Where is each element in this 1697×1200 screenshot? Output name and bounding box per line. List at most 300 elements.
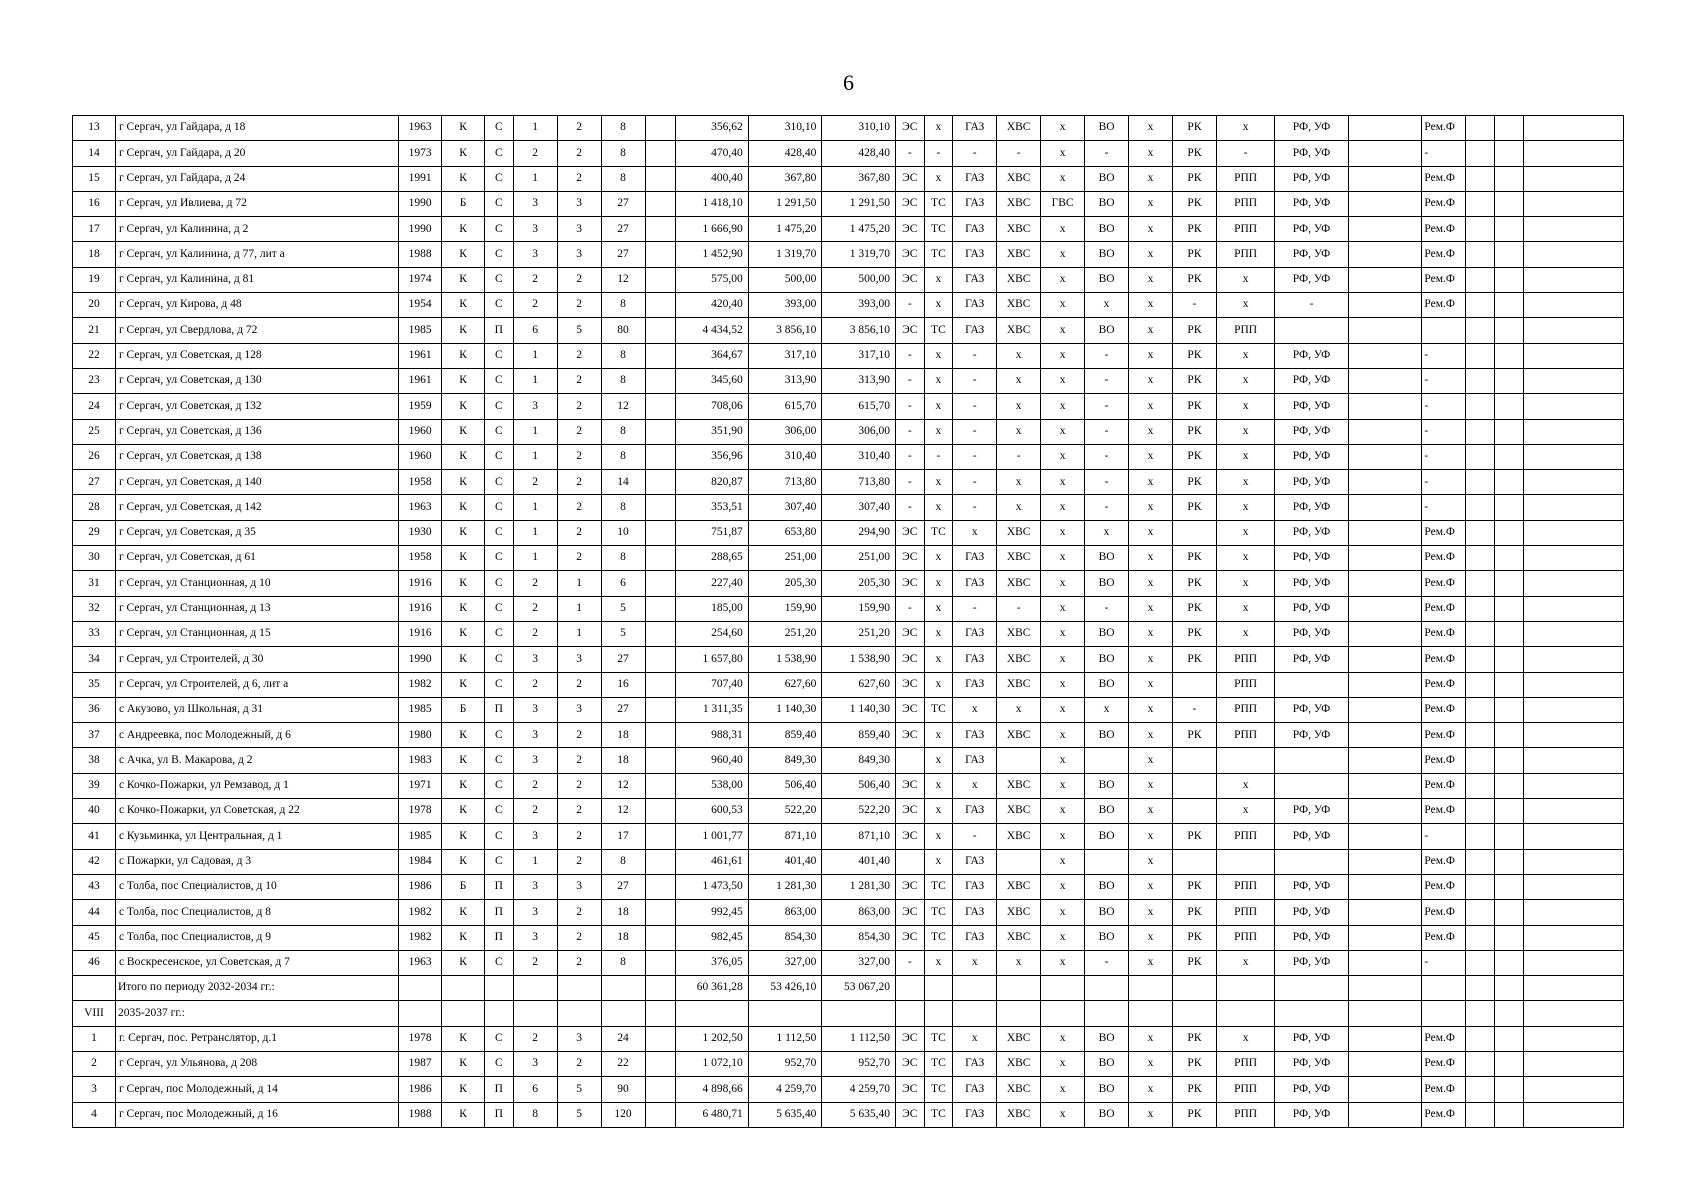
table-cell: г Сергач, пос Молодежный, д 16 <box>115 1102 398 1127</box>
table-cell: 2 <box>557 470 601 495</box>
table-row <box>73 368 1624 393</box>
table-cell: - <box>997 444 1041 469</box>
table-cell: - <box>953 419 997 444</box>
table-cell: г Сергач, ул Строителей, д 6, лит а <box>115 672 398 697</box>
table-cell: 2 <box>513 621 557 646</box>
table-cell: 1916 <box>399 571 442 596</box>
table-row <box>73 444 1624 469</box>
table-cell: С <box>485 1026 514 1051</box>
table-cell: 401,40 <box>748 849 822 874</box>
table-cell: ХВС <box>997 293 1041 318</box>
table-cell: х <box>1041 571 1085 596</box>
table-cell: х <box>1216 419 1274 444</box>
table-cell: 34 <box>73 647 116 672</box>
table-cell: РПП <box>1216 672 1274 697</box>
table-cell: х <box>924 546 953 571</box>
table-cell: х <box>1041 293 1085 318</box>
table-cell: С <box>485 242 514 267</box>
table-row <box>73 394 1624 419</box>
table-cell <box>1348 368 1422 393</box>
table-cell: х <box>1129 773 1173 798</box>
table-cell: х <box>1216 546 1274 571</box>
table-cell: РК <box>1172 242 1216 267</box>
table-cell: х <box>1041 697 1085 722</box>
table-cell <box>1422 318 1466 343</box>
table-cell: 952,70 <box>822 1051 896 1076</box>
table-cell: г Сергач, ул Гайдара, д 18 <box>115 116 398 141</box>
table-cell: 401,40 <box>822 849 896 874</box>
table-cell: 854,30 <box>822 925 896 950</box>
table-cell: х <box>924 672 953 697</box>
table-cell: х <box>1041 1026 1085 1051</box>
table-cell: К <box>442 1077 485 1102</box>
table-cell <box>1466 571 1495 596</box>
table-cell: 1985 <box>399 697 442 722</box>
table-cell <box>1348 318 1422 343</box>
table-cell: х <box>924 748 953 773</box>
table-cell: РФ, УФ <box>1275 950 1349 975</box>
table-cell: ВО <box>1085 267 1129 292</box>
table-cell: РФ, УФ <box>1275 546 1349 571</box>
table-cell: 863,00 <box>748 900 822 925</box>
table-cell: РПП <box>1216 925 1274 950</box>
table-cell <box>1495 191 1524 216</box>
table-cell <box>1523 672 1623 697</box>
table-cell: РК <box>1172 470 1216 495</box>
table-cell: ХВС <box>997 874 1041 899</box>
table-cell: РФ, УФ <box>1275 368 1349 393</box>
table-cell <box>1348 824 1422 849</box>
table-cell: 6 <box>513 318 557 343</box>
table-cell <box>1348 470 1422 495</box>
table-cell: х <box>1041 444 1085 469</box>
table-cell: 3 856,10 <box>822 318 896 343</box>
table-cell: г Сергач, ул Гайдара, д 24 <box>115 166 398 191</box>
table-cell <box>1172 849 1216 874</box>
table-cell: 17 <box>601 824 645 849</box>
table-cell <box>1172 1001 1216 1026</box>
table-cell: 1 112,50 <box>748 1026 822 1051</box>
table-cell <box>645 925 676 950</box>
table-cell: ЭС <box>895 1026 924 1051</box>
table-cell: 22 <box>73 343 116 368</box>
table-cell: РПП <box>1216 697 1274 722</box>
table-cell: 3 <box>557 217 601 242</box>
table-cell: 6 <box>513 1077 557 1102</box>
table-cell <box>1466 191 1495 216</box>
table-cell: Итого по периоду 2032-2034 гг.: <box>115 976 398 1001</box>
table-cell: 351,90 <box>676 419 749 444</box>
table-cell: К <box>442 242 485 267</box>
table-cell <box>1275 773 1349 798</box>
table-cell: х <box>1129 318 1173 343</box>
table-cell: 4 259,70 <box>748 1077 822 1102</box>
table-cell <box>1466 697 1495 722</box>
table-cell: ТС <box>924 242 953 267</box>
table-cell: х <box>997 394 1041 419</box>
table-cell: С <box>485 368 514 393</box>
table-cell: х <box>1129 824 1173 849</box>
table-cell: Рем.Ф <box>1422 571 1466 596</box>
table-cell: с Воскресенское, ул Советская, д 7 <box>115 950 398 975</box>
table-cell: ВО <box>1085 242 1129 267</box>
table-cell <box>1348 267 1422 292</box>
table-cell: 22 <box>601 1051 645 1076</box>
table-cell: К <box>442 520 485 545</box>
table-cell <box>513 1001 557 1026</box>
table-cell: С <box>485 343 514 368</box>
table-cell: РК <box>1172 1077 1216 1102</box>
table-cell: 1990 <box>399 217 442 242</box>
table-cell: Рем.Ф <box>1422 267 1466 292</box>
table-cell: ГАЗ <box>953 166 997 191</box>
table-cell: 1 <box>513 116 557 141</box>
table-cell: г Сергач, ул Советская, д 132 <box>115 394 398 419</box>
table-cell: 5 <box>557 1102 601 1127</box>
table-cell: 27 <box>601 874 645 899</box>
table-cell: х <box>953 1026 997 1051</box>
table-cell: х <box>1041 394 1085 419</box>
table-cell: 849,30 <box>822 748 896 773</box>
table-cell: х <box>997 419 1041 444</box>
table-cell <box>645 444 676 469</box>
table-cell: 2035-2037 гг.: <box>115 1001 398 1026</box>
table-cell: ЭС <box>895 621 924 646</box>
table-cell: - <box>895 950 924 975</box>
table-cell: х <box>1129 925 1173 950</box>
table-cell: 310,40 <box>748 444 822 469</box>
table-cell <box>645 318 676 343</box>
table-cell: х <box>924 116 953 141</box>
table-cell <box>1495 799 1524 824</box>
table-cell: РК <box>1172 495 1216 520</box>
table-cell <box>895 1001 924 1026</box>
table-cell: 23 <box>73 368 116 393</box>
table-cell: х <box>1216 773 1274 798</box>
table-cell <box>1348 116 1422 141</box>
table-cell: К <box>442 571 485 596</box>
table-cell: ВО <box>1085 571 1129 596</box>
table-cell: 1983 <box>399 748 442 773</box>
table-row <box>73 116 1624 141</box>
table-cell: 820,87 <box>676 470 749 495</box>
table-cell: 1916 <box>399 621 442 646</box>
table-cell: х <box>997 343 1041 368</box>
table-cell: РК <box>1172 141 1216 166</box>
table-cell: ВО <box>1085 217 1129 242</box>
table-cell: VIII <box>73 1001 116 1026</box>
table-cell: ТС <box>924 217 953 242</box>
table-cell <box>645 571 676 596</box>
table-cell: - <box>1085 950 1129 975</box>
table-cell: 8 <box>601 343 645 368</box>
table-row <box>73 1001 1624 1026</box>
table-cell <box>1085 849 1129 874</box>
table-cell: Рем.Ф <box>1422 849 1466 874</box>
table-cell: 2 <box>557 495 601 520</box>
table-cell: 5 635,40 <box>822 1102 896 1127</box>
table-cell <box>1523 748 1623 773</box>
table-cell: РФ, УФ <box>1275 1051 1349 1076</box>
table-cell: ГАЗ <box>953 723 997 748</box>
table-cell: РФ, УФ <box>1275 444 1349 469</box>
table-cell: 43 <box>73 874 116 899</box>
table-cell <box>1495 1001 1524 1026</box>
table-cell: 1990 <box>399 647 442 672</box>
table-cell: 3 <box>73 1077 116 1102</box>
table-cell: х <box>924 470 953 495</box>
table-cell: 24 <box>601 1026 645 1051</box>
table-cell: 1 <box>513 368 557 393</box>
table-cell: 2 <box>557 672 601 697</box>
table-cell: 42 <box>73 849 116 874</box>
table-cell: 310,40 <box>822 444 896 469</box>
table-cell: РК <box>1172 444 1216 469</box>
table-cell: 2 <box>557 748 601 773</box>
table-cell: 40 <box>73 799 116 824</box>
table-cell: Рем.Ф <box>1422 242 1466 267</box>
table-cell: РФ, УФ <box>1275 697 1349 722</box>
table-cell: 8 <box>601 950 645 975</box>
table-row <box>73 267 1624 292</box>
table-cell: 1959 <box>399 394 442 419</box>
table-cell: - <box>895 293 924 318</box>
table-cell <box>1348 647 1422 672</box>
table-cell <box>1348 1051 1422 1076</box>
table-cell <box>485 1001 514 1026</box>
table-cell: х <box>1041 723 1085 748</box>
table-cell: РК <box>1172 191 1216 216</box>
table-cell: 428,40 <box>822 141 896 166</box>
table-cell: К <box>442 116 485 141</box>
table-cell: ХВС <box>997 1102 1041 1127</box>
table-cell <box>645 166 676 191</box>
table-cell: х <box>997 368 1041 393</box>
table-cell: 1990 <box>399 191 442 216</box>
table-cell: К <box>442 141 485 166</box>
table-cell: х <box>1129 849 1173 874</box>
table-cell <box>1495 242 1524 267</box>
table-cell: х <box>1129 470 1173 495</box>
table-cell <box>1523 343 1623 368</box>
table-cell: х <box>1129 546 1173 571</box>
table-cell: 1980 <box>399 723 442 748</box>
table-cell: х <box>1041 824 1085 849</box>
table-cell: 3 <box>557 242 601 267</box>
table-cell <box>1348 849 1422 874</box>
table-cell: 205,30 <box>748 571 822 596</box>
table-cell: х <box>1085 293 1129 318</box>
table-cell: ТС <box>924 520 953 545</box>
table-cell: ГАЗ <box>953 293 997 318</box>
table-cell <box>1172 672 1216 697</box>
table-cell: ГВС <box>1041 191 1085 216</box>
table-cell: х <box>1041 1077 1085 1102</box>
page-number: 6 <box>843 70 854 95</box>
table-cell: 1 140,30 <box>748 697 822 722</box>
table-cell: 3 <box>557 874 601 899</box>
table-row <box>73 647 1624 672</box>
table-cell: ТС <box>924 874 953 899</box>
table-cell: х <box>924 647 953 672</box>
table-cell: 1986 <box>399 1077 442 1102</box>
table-cell: 18 <box>601 900 645 925</box>
table-cell <box>645 394 676 419</box>
table-cell <box>924 1001 953 1026</box>
table-cell: ХВС <box>997 318 1041 343</box>
table-cell: 1984 <box>399 849 442 874</box>
table-cell: 506,40 <box>748 773 822 798</box>
table-cell: г Сергач, ул Калинина, д 81 <box>115 267 398 292</box>
table-cell <box>1466 773 1495 798</box>
table-cell: ХВС <box>997 267 1041 292</box>
table-cell <box>1495 495 1524 520</box>
table-cell <box>645 799 676 824</box>
table-cell: РФ, УФ <box>1275 495 1349 520</box>
table-cell: ЭС <box>895 824 924 849</box>
table-cell: х <box>1129 748 1173 773</box>
table-cell: К <box>442 647 485 672</box>
table-row <box>73 318 1624 343</box>
table-cell: С <box>485 824 514 849</box>
table-cell: 2 <box>557 950 601 975</box>
table-cell <box>1495 596 1524 621</box>
table-cell: х <box>1129 1026 1173 1051</box>
table-cell: С <box>485 267 514 292</box>
table-cell: х <box>1041 546 1085 571</box>
table-cell <box>1495 571 1524 596</box>
table-cell: х <box>1041 368 1085 393</box>
table-cell: ВО <box>1085 1077 1129 1102</box>
table-cell: 2 <box>513 571 557 596</box>
table-cell: РК <box>1172 1051 1216 1076</box>
table-cell: С <box>485 419 514 444</box>
table-cell <box>645 546 676 571</box>
table-row <box>73 799 1624 824</box>
table-cell <box>1523 1051 1623 1076</box>
table-cell: 1978 <box>399 1026 442 1051</box>
table-cell: 1 452,90 <box>676 242 749 267</box>
table-cell: РФ, УФ <box>1275 824 1349 849</box>
table-cell: 310,10 <box>748 116 822 141</box>
table-cell: К <box>442 293 485 318</box>
table-cell: К <box>442 444 485 469</box>
table-cell: х <box>924 773 953 798</box>
table-cell <box>1523 596 1623 621</box>
table-cell: ЭС <box>895 217 924 242</box>
table-cell: х <box>1129 950 1173 975</box>
table-cell: 1 <box>557 621 601 646</box>
table-cell <box>1348 141 1422 166</box>
table-cell: РПП <box>1216 1051 1274 1076</box>
table-cell <box>1348 773 1422 798</box>
table-cell: С <box>485 723 514 748</box>
table-cell: К <box>442 166 485 191</box>
table-cell <box>1466 546 1495 571</box>
table-cell: РК <box>1172 950 1216 975</box>
table-cell: 5 <box>557 1077 601 1102</box>
table-cell: 538,00 <box>676 773 749 798</box>
table-cell <box>1523 1001 1623 1026</box>
table-cell: 1 538,90 <box>748 647 822 672</box>
table-cell: х <box>1129 900 1173 925</box>
table-cell: 53 067,20 <box>822 976 896 1001</box>
table-cell <box>645 217 676 242</box>
table-cell: ВО <box>1085 621 1129 646</box>
table-cell <box>1216 976 1274 1001</box>
table-cell: С <box>485 621 514 646</box>
table-cell: х <box>1041 343 1085 368</box>
table-cell: С <box>485 950 514 975</box>
table-cell: х <box>1129 1102 1173 1127</box>
table-cell: Рем.Ф <box>1422 874 1466 899</box>
table-cell <box>1523 546 1623 571</box>
table-cell: х <box>1216 343 1274 368</box>
table-cell: 1 <box>513 166 557 191</box>
table-cell: х <box>1041 748 1085 773</box>
table-cell: х <box>1041 647 1085 672</box>
table-row <box>73 1102 1624 1127</box>
table-cell: 20 <box>73 293 116 318</box>
table-cell: ВО <box>1085 1026 1129 1051</box>
table-cell: 8 <box>601 495 645 520</box>
table-cell: - <box>1085 394 1129 419</box>
table-cell: К <box>442 925 485 950</box>
table-cell: 1974 <box>399 267 442 292</box>
table-cell <box>1348 394 1422 419</box>
table-cell: 8 <box>601 368 645 393</box>
table-cell: - <box>1422 470 1466 495</box>
table-cell: РФ, УФ <box>1275 925 1349 950</box>
table-cell: РК <box>1172 166 1216 191</box>
table-cell: х <box>1216 444 1274 469</box>
table-cell: 3 <box>513 748 557 773</box>
table-cell <box>1495 343 1524 368</box>
housing-table <box>72 115 1624 1128</box>
table-cell: 2 <box>557 419 601 444</box>
table-cell <box>1085 976 1129 1001</box>
table-cell <box>645 621 676 646</box>
table-cell: х <box>924 849 953 874</box>
table-cell: ТС <box>924 1102 953 1127</box>
table-cell: - <box>895 495 924 520</box>
table-cell: ХВС <box>997 217 1041 242</box>
table-cell: 3 <box>513 647 557 672</box>
table-cell: РК <box>1172 267 1216 292</box>
table-cell: ГАЗ <box>953 217 997 242</box>
table-cell: 2 <box>557 141 601 166</box>
table-cell: Рем.Ф <box>1422 925 1466 950</box>
table-cell: 13 <box>73 116 116 141</box>
table-cell: 15 <box>73 166 116 191</box>
table-cell <box>645 520 676 545</box>
table-cell: 2 <box>557 849 601 874</box>
table-cell <box>1466 976 1495 1001</box>
table-cell <box>1348 571 1422 596</box>
table-cell: 38 <box>73 748 116 773</box>
table-cell: 1 475,20 <box>748 217 822 242</box>
table-cell <box>1495 444 1524 469</box>
table-cell: - <box>953 824 997 849</box>
table-cell <box>1348 900 1422 925</box>
table-cell: 2 <box>557 520 601 545</box>
table-cell: 251,00 <box>748 546 822 571</box>
table-cell: 2 <box>557 394 601 419</box>
table-cell <box>1495 520 1524 545</box>
table-cell <box>997 748 1041 773</box>
table-cell: х <box>924 368 953 393</box>
table-cell <box>1495 723 1524 748</box>
